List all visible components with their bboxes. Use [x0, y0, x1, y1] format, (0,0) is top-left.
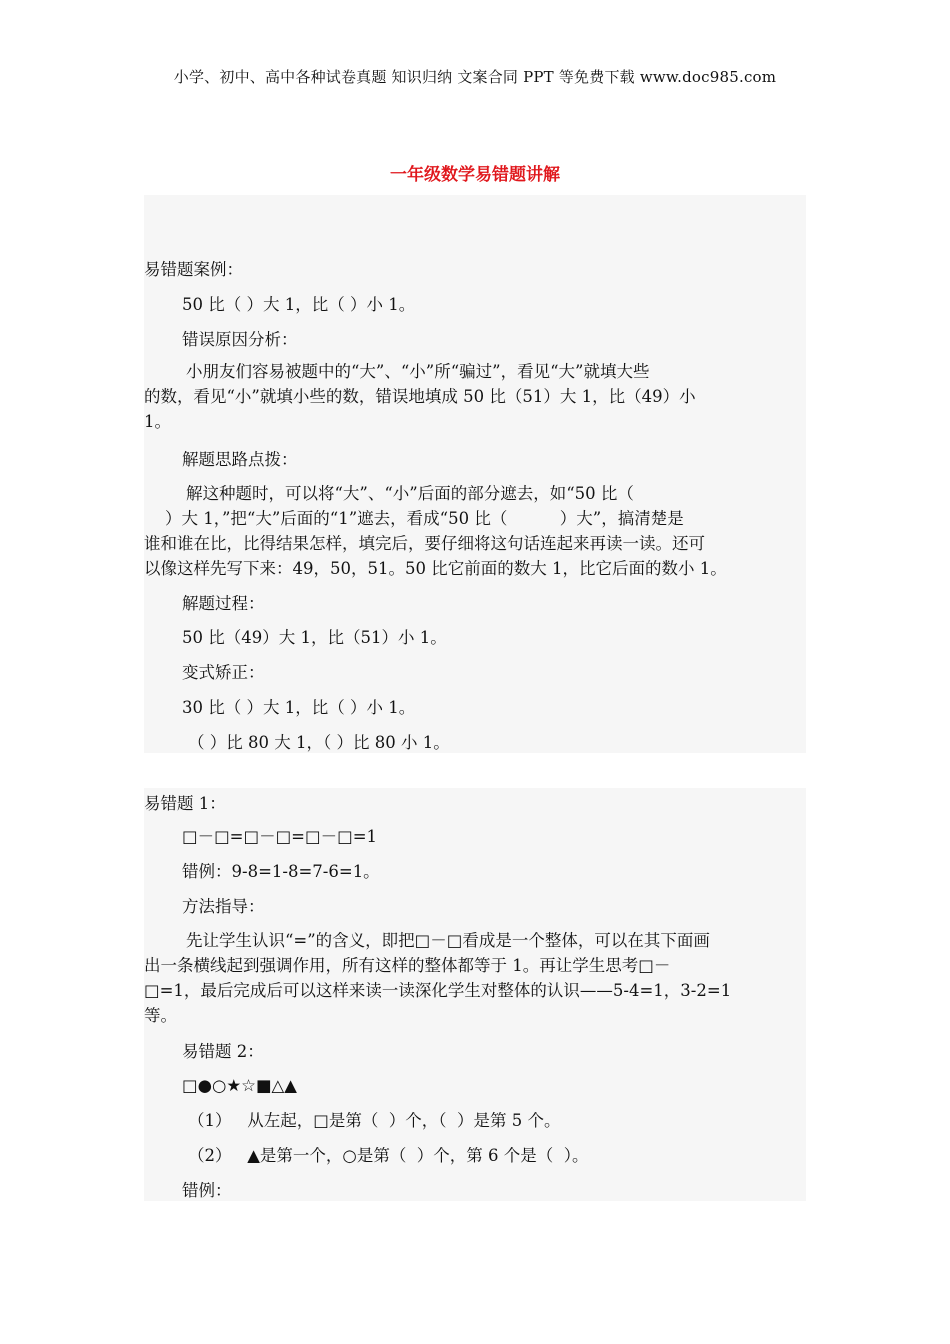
paragraph-line: 等。 — [144, 1006, 177, 1025]
variant-question: （ ）比 80 大 1，（ ）比 80 小 1。 — [188, 733, 450, 752]
method-paragraph — [144, 928, 806, 1028]
site-header: 小学、初中、高中各种试卷真题 知识归纳 文案合同 PPT 等免费下载 www.doc985.com — [173, 68, 777, 86]
paragraph-line: 解这种题时，可以将“大”、“小”后面的部分遮去，如“50 比（ — [144, 484, 634, 503]
paragraph-line: 以像这样先写下来：49，50，51。50 比它前面的数大 1，比它后面的数小 1。 — [144, 559, 727, 578]
variant-label: 变式矫正： — [182, 663, 265, 682]
paragraph-line: 小朋友们容易被题中的“大”、“小”所“骗过”，看见“大”就填大些 — [144, 362, 650, 381]
hint-paragraph — [144, 481, 806, 581]
section-case — [144, 195, 806, 753]
paragraph-line: 先让学生认识“=”的含义，即把□－□看成是一个整体，可以在其下面画 — [144, 931, 710, 950]
paragraph-line: 1。 — [144, 412, 171, 431]
problem-2-heading: 易错题 2： — [182, 1042, 264, 1061]
section-heading: 易错题 1： — [144, 794, 226, 813]
section-problem-1 — [144, 788, 806, 1201]
method-label: 方法指导： — [182, 897, 265, 916]
page-title: 一年级数学易错题讲解 — [390, 165, 560, 185]
equation-text: □－□=□－□=□－□=1 — [182, 827, 378, 846]
error-analysis-label: 错误原因分析： — [182, 330, 298, 349]
shapes-row: □●○★☆■△▲ — [182, 1076, 297, 1095]
paragraph-line: 出一条横线起到强调作用，所有这样的整体都等于 1。再让学生思考□－ — [144, 956, 671, 975]
wrong-example-label: 错例： — [182, 1181, 232, 1200]
variant-question: 30 比（ ）大 1，比（ ）小 1。 — [182, 698, 416, 717]
question-text: 50 比（ ）大 1，比（ ）小 1。 — [182, 295, 416, 314]
paragraph-line: ）大 1，”把“大”后面的“1”遮去，看成“50 比（ ）大”，搞清楚是 — [144, 509, 684, 528]
process-text: 50 比（49）大 1，比（51）小 1。 — [182, 628, 447, 647]
process-label: 解题过程： — [182, 594, 265, 613]
wrong-example-text: 错例：9-8=1-8=7-6=1。 — [182, 862, 380, 881]
hint-label: 解题思路点拨： — [182, 450, 298, 469]
paragraph-line: □=1，最后完成后可以这样来读一读深化学生对整体的认识——5-4=1，3-2=1 — [144, 981, 732, 1000]
section-heading: 易错题案例： — [144, 260, 243, 279]
problem-2-item-1: （1） 从左起，□是第（ ）个，（ ）是第 5 个。 — [188, 1111, 561, 1130]
problem-2-item-2: （2） ▲是第一个，○是第（ ）个，第 6 个是（ ）。 — [188, 1146, 589, 1165]
error-analysis-paragraph — [144, 359, 806, 434]
paragraph-line: 的数，看见“小”就填小些的数，错误地填成 50 比（51）大 1，比（49）小 — [144, 387, 696, 406]
paragraph-line: 谁和谁在比，比得结果怎样，填完后，要仔细将这句话连起来再读一读。还可 — [144, 534, 705, 553]
